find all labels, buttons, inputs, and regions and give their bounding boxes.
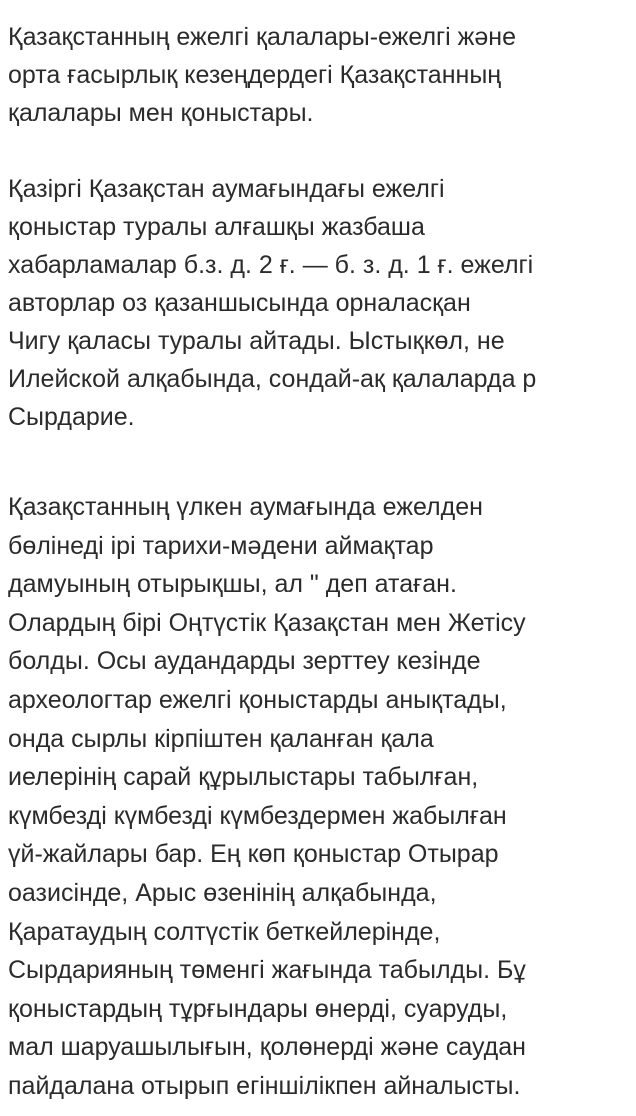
text-line: орта ғасырлық кезеңдердегі Қазақстанның xyxy=(8,61,502,89)
text-line: қоныстар туралы алғашқы жазбаша xyxy=(8,213,425,241)
text-line: авторлар оз қазаншысында орналасқан xyxy=(8,289,471,317)
text-line: пайдалана отырып егіншілікпен айналысты. xyxy=(8,1071,521,1100)
text-line: Сырдарие. xyxy=(8,403,135,431)
document-body xyxy=(8,18,636,1106)
text-line: онда сырлы кірпіштен қаланған қала xyxy=(8,724,434,753)
text-line: Қаратаудың солтүстік беткейлерінде, xyxy=(8,917,441,946)
text-line: оазисінде, Арыс өзенінің алқабында, xyxy=(8,878,437,907)
text-line: мал шаруашылығын, қолөнерді және саудан xyxy=(8,1033,526,1062)
paragraph-main xyxy=(8,488,636,1106)
text-line: Олардың бірі Оңтүстік Қазақстан мен Жетісу xyxy=(8,608,526,637)
paragraph-intro xyxy=(8,170,636,436)
text-line: хабарламалар б.з. д. 2 ғ. — б. з. д. 1 ғ. ежелгі xyxy=(8,251,534,279)
text-line: археологтар ежелгі қоныстарды анықтады, xyxy=(8,685,507,714)
text-line: бөлінеді ірі тарихи-мәдени аймақтар xyxy=(8,531,434,560)
text-line: қоныстардың тұрғындары өнерді, суаруды, xyxy=(8,994,508,1023)
text-line: Илейской алқабында, сондай-ақ қалаларда р xyxy=(8,365,537,393)
text-line: болды. Осы аудандарды зерттеу кезінде xyxy=(8,647,481,676)
text-line: Қазақстанның ежелгі қалалары-ежелгі және xyxy=(8,23,517,51)
text-line: иелерінің сарай құрылыстары табылған, xyxy=(8,763,479,792)
text-line: Қазақстанның үлкен аумағында ежелден xyxy=(8,493,483,521)
text-line: дамуының отырықшы, ал " деп атаған. xyxy=(8,570,457,599)
text-line: үй-жайлары бар. Ең көп қоныстар Отырар xyxy=(8,840,499,869)
text-line: күмбезді күмбезді күмбездермен жабылған xyxy=(8,801,507,830)
text-line: Чигу қаласы туралы айтады. Ыстықкөл, не xyxy=(8,327,505,355)
text-line: қалалары мен қоныстары. xyxy=(8,99,314,127)
text-line: Қазіргі Қазақстан аумағындағы ежелгі xyxy=(8,175,445,203)
paragraph-title xyxy=(8,18,636,132)
text-line: Сырдарияның төменгі жағында табылды. Бұ xyxy=(8,956,526,985)
